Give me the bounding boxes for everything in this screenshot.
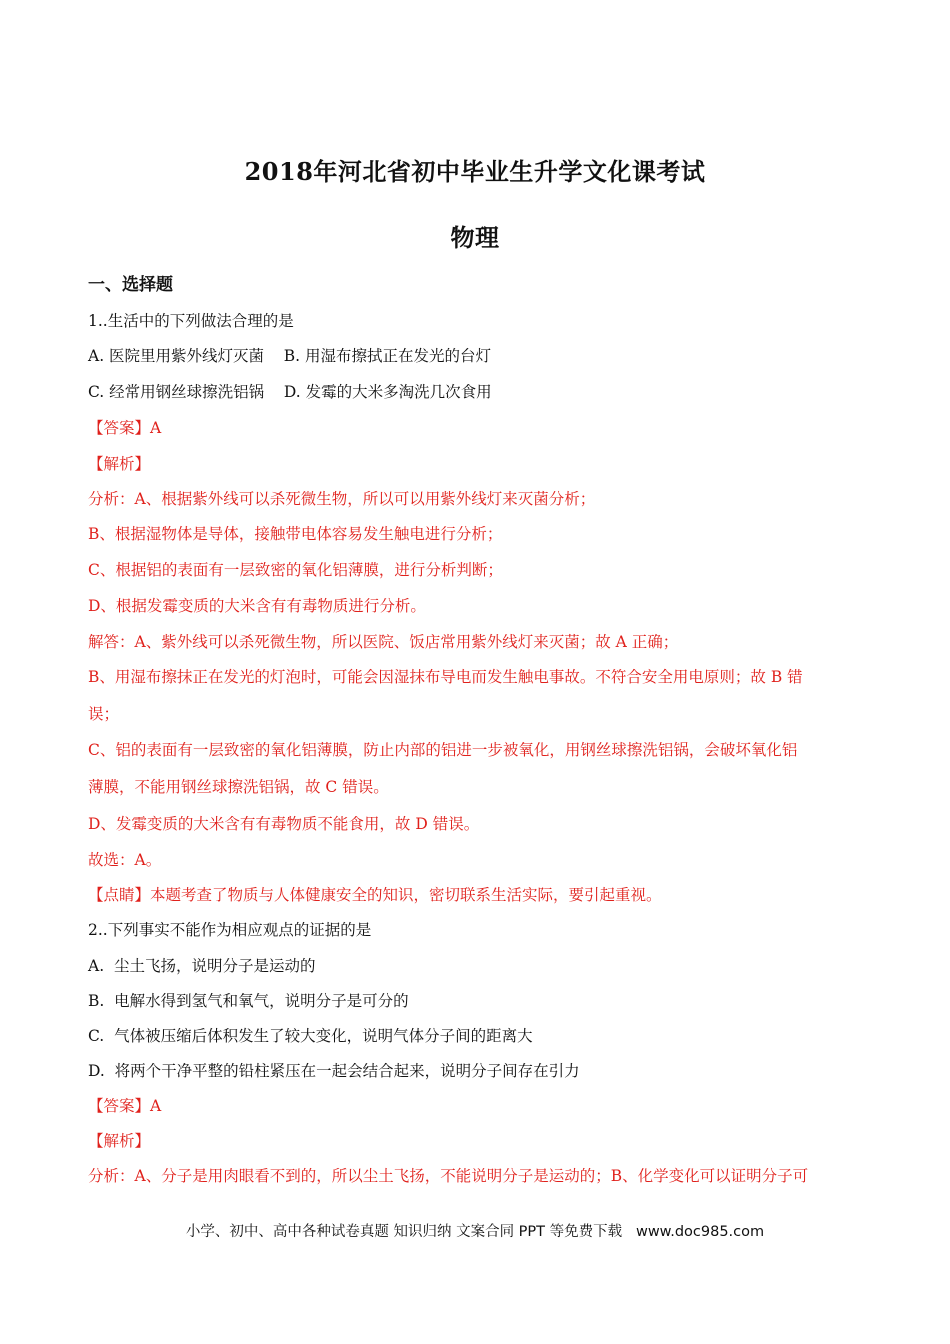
section-heading: 一、选择题	[88, 275, 173, 295]
question-1-options-ab: A. 医院里用紫外线灯灭菌 B. 用湿布擦拭正在发光的台灯	[88, 347, 492, 365]
page-footer: 小学、初中、高中各种试卷真题 知识归纳 文案合同 PPT 等免费下载 www.doc985.com	[185, 1224, 765, 1240]
question-1-stem: 1..生活中的下列做法合理的是	[88, 312, 294, 330]
question-2-stem: 2..下列事实不能作为相应观点的证据的是	[88, 921, 372, 939]
question-1-analysis-line: 解答：A、紫外线可以杀死微生物，所以医院、饭店常用紫外线灯来灭菌；故 A 正确；	[88, 633, 679, 651]
question-1-options-cd: C. 经常用钢丝球擦洗铝锅 D. 发霉的大米多淘洗几次食用	[88, 383, 492, 401]
exam-title: 2018年河北省初中毕业生升学文化课考试	[244, 157, 706, 186]
question-2-analysis-line: 分析：A、分子是用肉眼看不到的，所以尘土飞扬，不能说明分子是运动的；B、化学变化可以证明分子可	[88, 1167, 809, 1185]
question-2-analysis-label: 【解析】	[88, 1132, 151, 1150]
question-1-answer: 【答案】A	[88, 419, 162, 437]
question-2-option-d: D. 将两个干净平整的铅柱紧压在一起会结合起来，说明分子间存在引力	[88, 1062, 580, 1080]
question-1-analysis-label: 【解析】	[88, 455, 151, 473]
subject-title: 物理	[450, 223, 500, 252]
question-2-option-b: B. 电解水得到氢气和氧气，说明分子是可分的	[88, 992, 409, 1010]
question-1-key-point: 【点睛】本题考查了物质与人体健康安全的知识，密切联系生活实际，要引起重视。	[88, 886, 662, 904]
question-1-analysis-line: B、根据湿物体是导体，接触带电体容易发生触电进行分析；	[88, 525, 503, 543]
question-2-option-a: A. 尘土飞扬，说明分子是运动的	[88, 957, 316, 975]
question-1-analysis-line: C、铝的表面有一层致密的氧化铝薄膜，防止内部的铝进一步被氧化，用钢丝球擦洗铝锅，会破坏氧化铝	[88, 741, 798, 759]
question-1-analysis-line: C、根据铝的表面有一层致密的氧化铝薄膜，进行分析判断；	[88, 561, 503, 579]
question-1-analysis-line: 分析：A、根据紫外线可以杀死微生物，所以可以用紫外线灯来灭菌分析；	[88, 490, 596, 508]
question-1-analysis-line: D、发霉变质的大米含有有毒物质不能食用，故 D 错误。	[88, 815, 480, 833]
question-2-option-c: C. 气体被压缩后体积发生了较大变化，说明气体分子间的距离大	[88, 1027, 533, 1045]
question-1-analysis-line: D、根据发霉变质的大米含有有毒物质进行分析。	[88, 597, 426, 615]
question-1-analysis-line: 误；	[88, 705, 120, 723]
question-1-analysis-line: 故选：A。	[88, 851, 162, 869]
question-2-answer: 【答案】A	[88, 1097, 162, 1115]
question-1-analysis-line: 薄膜，不能用钢丝球擦洗铝锅，故 C 错误。	[88, 778, 389, 796]
question-1-analysis-line: B、用湿布擦抹正在发光的灯泡时，可能会因湿抹布导电而发生触电事故。不符合安全用电原则；故 B 错	[88, 668, 803, 686]
